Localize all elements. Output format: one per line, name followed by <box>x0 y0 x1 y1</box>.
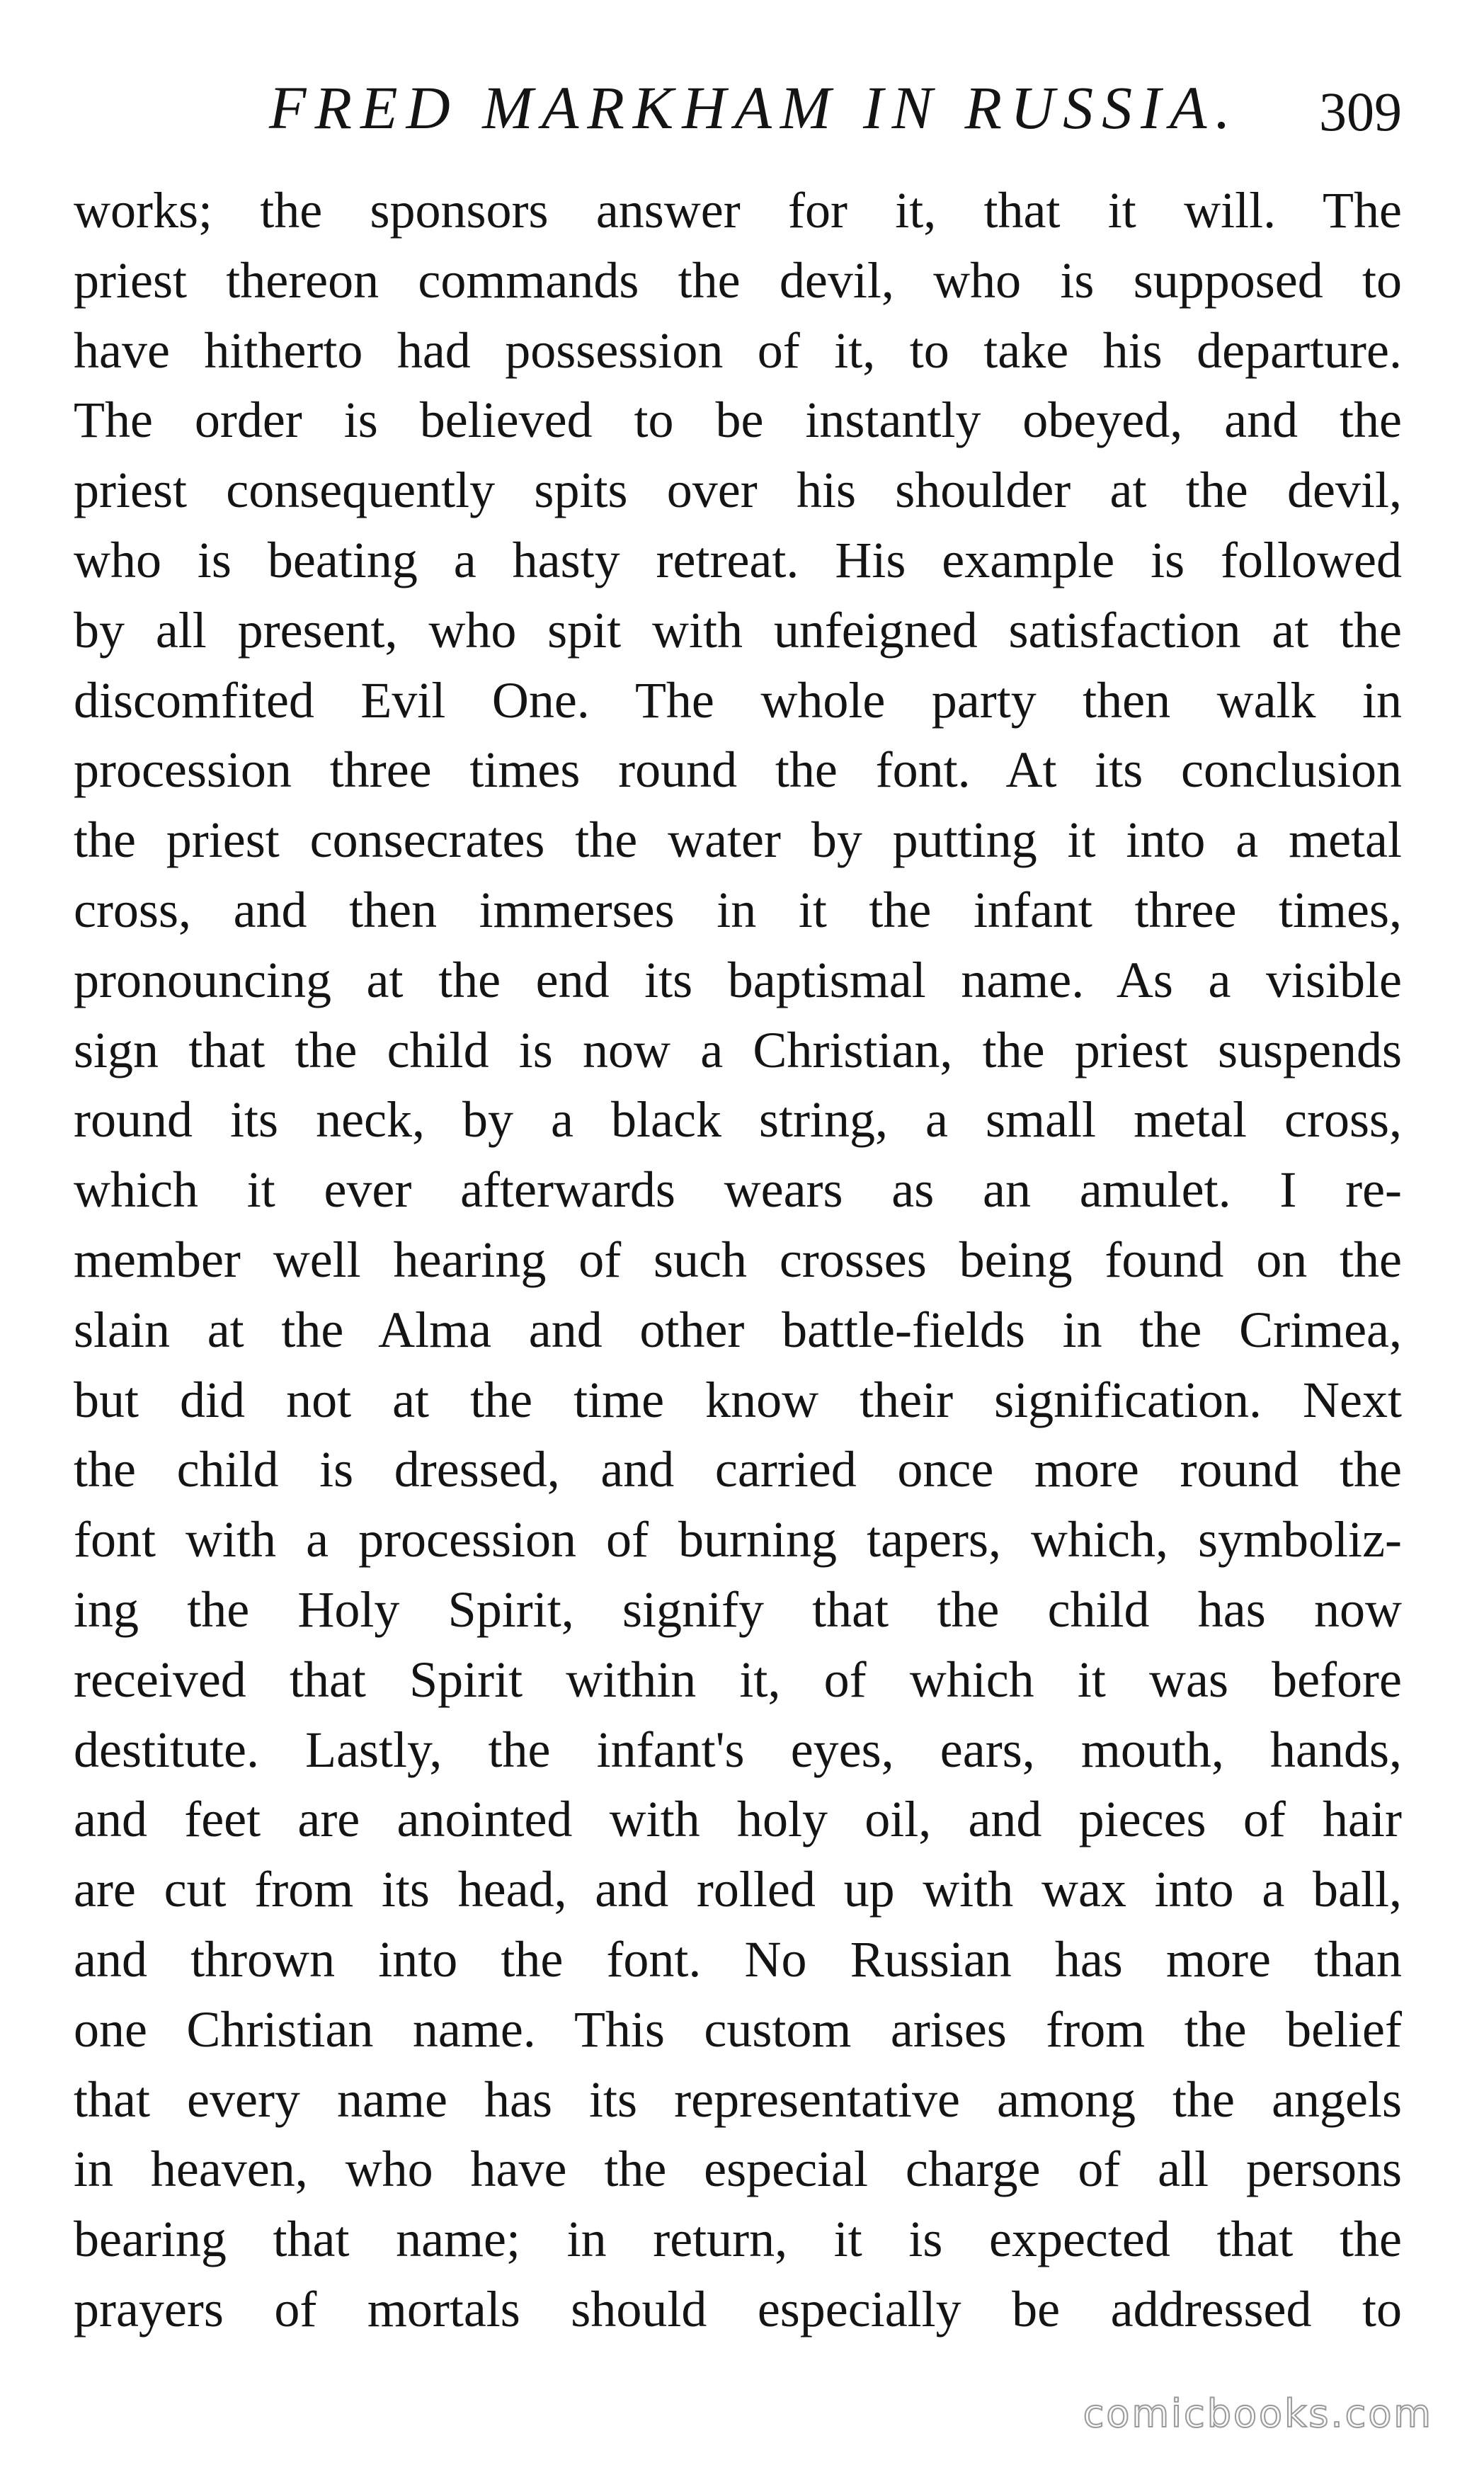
text-line: but did not at the time know their signification. Next <box>74 1371 1402 1428</box>
text-line: the child is dressed, and carried once more round the <box>74 1441 1402 1498</box>
text-line: in heaven, who have the especial charge of all persons <box>74 2141 1402 2198</box>
text-line: slain at the Alma and other battle-fields in the Crimea, <box>74 1301 1402 1358</box>
text-line: one Christian name. This custom arises from the belief <box>74 2000 1402 2058</box>
text-line: font with a procession of burning tapers, which, symboliz- <box>74 1511 1402 1568</box>
text-line: and thrown into the font. No Russian has more than <box>74 1930 1402 1988</box>
text-line: that every name has its representative among the angels <box>74 2071 1402 2128</box>
text-line: are cut from its head, and rolled up with wax into a ball, <box>74 1861 1402 1918</box>
text-line: have hitherto had possession of it, to take his departure. <box>74 321 1402 379</box>
text-line: The order is believed to be instantly obeyed, and the <box>74 392 1402 449</box>
text-line: round its neck, by a black string, a small metal cross, <box>74 1091 1402 1149</box>
text-line: procession three times round the font. At its conclusion <box>74 741 1402 799</box>
text-line: received that Spirit within it, of which it was before <box>74 1651 1402 1708</box>
running-head <box>71 65 1416 150</box>
text-line: destitute. Lastly, the infant's eyes, ears, mouth, hands, <box>74 1721 1402 1778</box>
watermark: comicbooks.com <box>1083 2391 1433 2436</box>
body-text <box>74 176 1402 2345</box>
running-title: FRED MARKHAM IN RUSSIA. <box>269 74 1239 142</box>
text-line: priest consequently spits over his shoulder at the devil, <box>74 462 1402 519</box>
text-line: by all present, who spit with unfeigned satisfaction at the <box>74 601 1402 659</box>
page-number: 309 <box>1319 81 1402 142</box>
text-line: priest thereon commands the devil, who is supposed to <box>74 251 1402 309</box>
text-line: sign that the child is now a Christian, the priest suspends <box>74 1021 1402 1078</box>
text-line: ing the Holy Spirit, signify that the child has now <box>74 1581 1402 1638</box>
text-line: member well hearing of such crosses being found on the <box>74 1231 1402 1288</box>
text-line: the priest consecrates the water by putting it into a metal <box>74 812 1402 869</box>
text-line: and feet are anointed with holy oil, and pieces of hair <box>74 1791 1402 1848</box>
text-line: prayers of mortals should especially be addressed to <box>74 2280 1402 2338</box>
text-line: which it ever afterwards wears as an amulet. I re- <box>74 1161 1402 1219</box>
text-line: works; the sponsors answer for it, that it will. The <box>74 182 1402 239</box>
text-line: bearing that name; in return, it is expected that the <box>74 2211 1402 2268</box>
text-line: cross, and then immerses in it the infant three times, <box>74 881 1402 938</box>
text-line: discomfited Evil One. The whole party then walk in <box>74 671 1402 729</box>
text-line: pronouncing at the end its baptismal name. As a visible <box>74 951 1402 1008</box>
text-line: who is beating a hasty retreat. His example is followed <box>74 531 1402 588</box>
